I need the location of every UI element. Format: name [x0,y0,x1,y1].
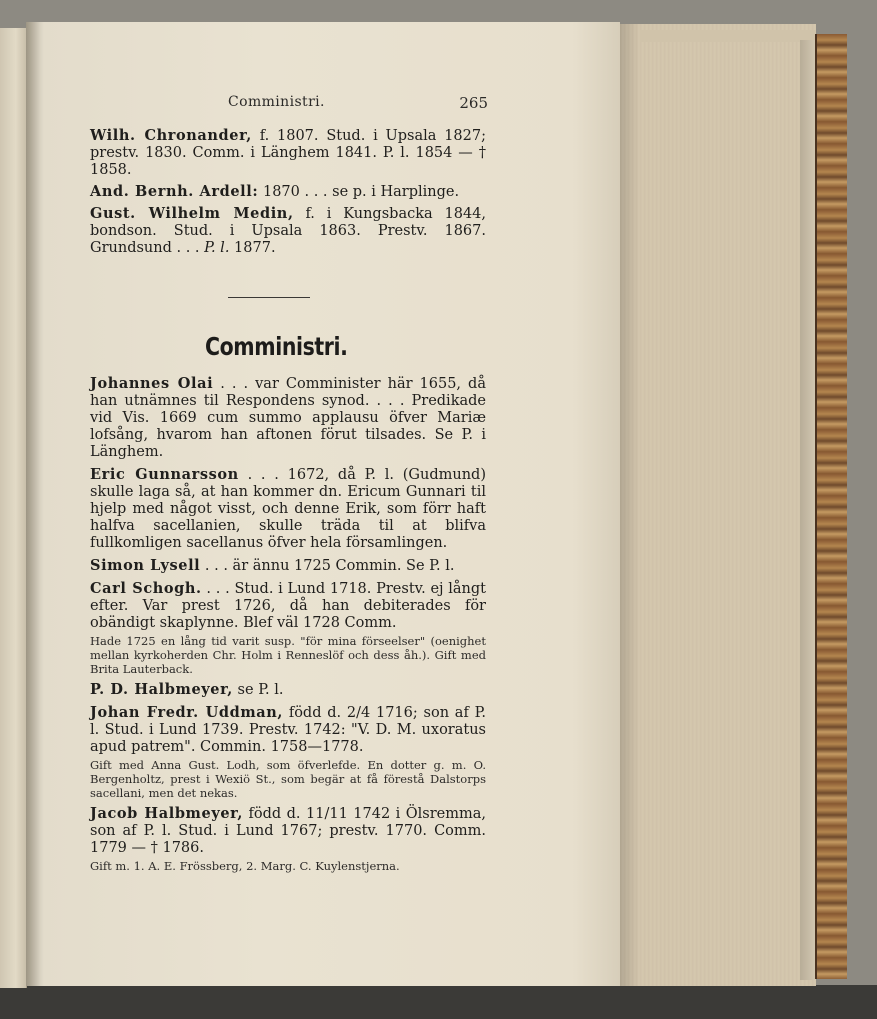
page-block-top [640,30,816,42]
entry-text: 1870 . . . se p. i Harplinge. [258,184,460,200]
cover-board [800,40,816,980]
entry-carl-schogh [90,580,486,632]
marbled-cover [815,34,847,979]
entry-text: . . . är ännu 1725 Commin. Se P. l. [200,558,455,574]
entry-tail: 1877. [229,240,276,256]
entry-text: född d. 11/11 1742 i Ölsremma, son af P. l. Stud. i Lund 1767; prestv. 1770. Comm. 1779 — † 1786. [90,806,487,856]
section-divider [228,297,310,298]
entry-uddman [90,704,486,756]
entry-name: Wilh. Chronander, [90,127,252,144]
entry-note: Hade 1725 en lång tid varit susp. "för mina förseelser" (oenighet mellan kyrkoherden Chr. Holm i Renneslöf och dess åh.). Gift med Brita Lauterback. [90,634,486,676]
section-title: Comministri. [205,332,348,361]
entry-name: P. D. Halbmeyer, [90,681,233,698]
entry-text: f. i Kungsbacka 1844, bondson. Stud. i Upsala 1863. Prestv. 1867. Grundsund . . . [90,206,486,256]
page-block-edges [616,24,816,986]
entry-jacob-halbmeyer [90,805,486,857]
entry-note: Gift med Anna Gust. Lodh, som öfverlefde. En dotter g. m. O. Bergenholtz, prest i Wexiö St., som begär at få förestå Dalstorps sacellani, men det nekas. [90,758,486,800]
page-number: 265 [459,94,488,112]
comministri-entries [90,375,486,873]
entry-text: se P. l. [232,682,284,698]
entry-name: Eric Gunnarsson [90,466,239,483]
facing-page-edge [0,28,27,988]
entry-halbmeyer-pd [90,681,486,699]
entry-name: Gust. Wilhelm Medin, [90,205,294,222]
entry-medin [90,205,486,257]
entry-name: Carl Schogh. [90,580,202,597]
entry-eric-gunnarsson [90,466,486,552]
desk-background [0,985,877,1019]
page-gutter-shadow [26,22,44,986]
entry-chronander [90,127,486,179]
entry-name: Jacob Halbmeyer, [90,805,244,822]
entry-simon-lysell [90,557,486,575]
entry-name: Simon Lysell [90,557,201,574]
entry-name: Johan Fredr. Uddman, [90,704,284,721]
running-title: Comministri. [228,94,325,110]
entry-note: Gift m. 1. A. E. Frössberg, 2. Marg. C. Kuylenstjerna. [90,859,400,873]
entry-italic: P. l. [204,240,230,256]
entry-text: . . . 1672, då P. l. (Gudmund) skulle laga så, at han kommer dn. Ericum Gunnari til hjelp med något visst, och denne Erik, som förr haft halfva sacellanien, skulle träda til at blifva fullkomligen sacellanus öfver hela församlingen. [90,467,486,551]
entry-text: . . . Stud. i Lund 1718. Prestv. ej långt efter. Var prest 1726, då han debiterades för obändigt skaplynne. Blef väl 1728 Comm. [90,581,486,631]
entry-text: f. 1807. Stud. i Upsala 1827; prestv. 1830. Comm. i Länghem 1841. P. l. 1854 — † 1858. [90,128,486,178]
top-entries [90,127,486,257]
entry-name: Johannes Olai [90,375,214,392]
entry-text: född d. 2/4 1716; son af P. l. Stud. i Lund 1739. Prestv. 1742: "V. D. M. uxoratus apud patrem". Commin. 1758—1778. [90,705,486,755]
page-header [228,94,488,114]
entry-text: . . . var Comminister här 1655, då han utnämnes til Respondens synod. . . . Predikade vid Vis. 1669 cum summo applausu öfver Mariæ lofsång, hvarom han aftonen förut tilsades. Se P. i Länghem. [90,376,486,460]
entry-johannes-olai [90,375,486,461]
entry-ardell [90,183,486,201]
entry-name: And. Bernh. Ardell: [90,183,259,200]
